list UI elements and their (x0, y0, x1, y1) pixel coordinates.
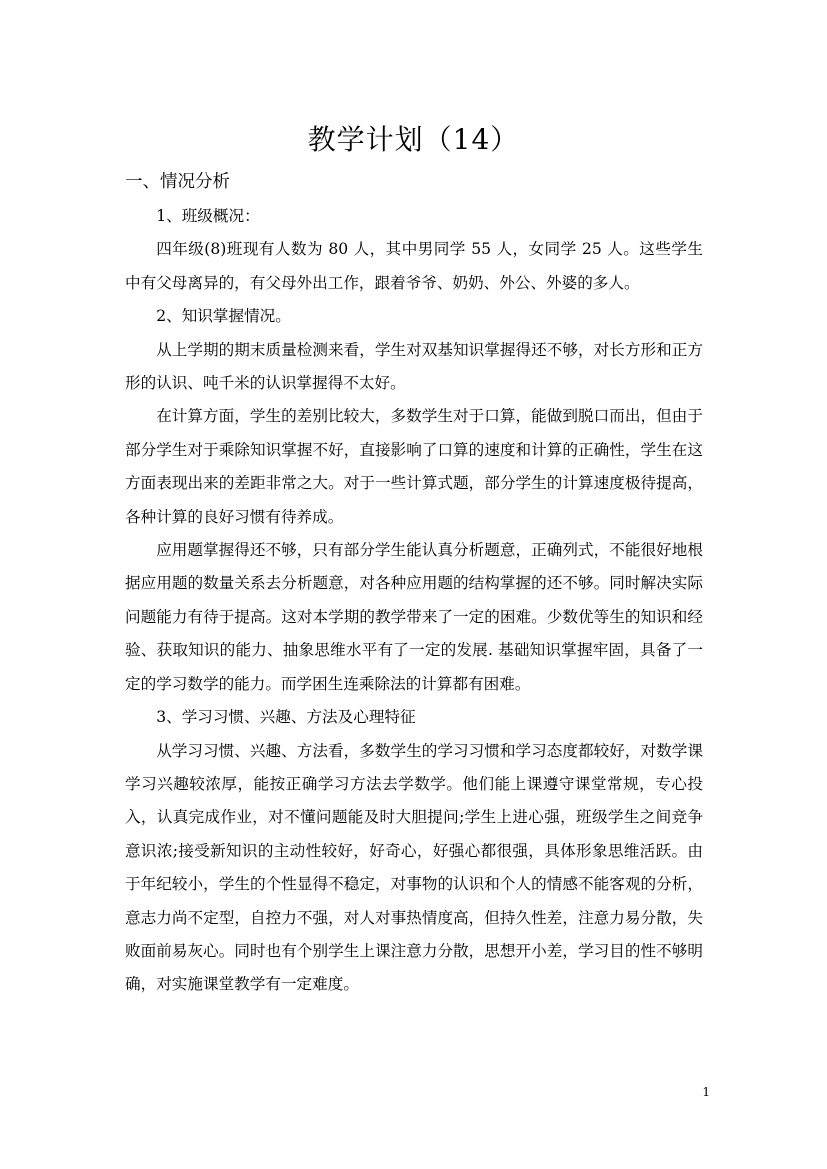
subheading-habits: 3、学习习惯、兴趣、方法及心理特征 (156, 708, 416, 727)
paragraph-knowledge-2: 在计算方面，学生的差别比较大，多数学生对于口算，能做到脱口而出，但由于部分学生对于乘除知识掌握不好，直接影响了口算的速度和计算的正确性，学生在这方面表现出来的差距非常之大。对于一些计算式题，部分学生的计算速度极待提高，各种计算的良好习惯有待养成。 (125, 407, 703, 526)
paragraph-habits: 从学习习惯、兴趣、方法看，多数学生的学习习惯和学习态度都较好，对数学课学习兴趣较浓厚，能按正确学习方法去学数学。他们能上课遵守课堂常规，专心投入，认真完成作业，对不懂问题能及时大胆提问;学生上进心强，班级学生之间竞争意识浓;接受新知识的主动性较好，好奇心，好强心都很强，具体形象思维活跃。由于年纪较小，学生的个性显得不稳定，对事物的认识和个人的情感不能客观的分析，意志力尚不定型，自控力不强，对人对事热情度高，但持久性差，注意力易分散，失败面前易灰心。同时也有个别学生上课注意力分散，思想开小差，学习目的性不够明确，对实施课堂教学有一定难度。 (125, 741, 703, 994)
paragraph-knowledge-3: 应用题掌握得还不够，只有部分学生能认真分析题意，正确列式，不能很好地根据应用题的数量关系去分析题意，对各种应用题的结构掌握的还不够。同时解决实际问题能力有待于提高。这对本学期的教学带来了一定的困难。少数优等生的知识和经验、获取知识的能力、抽象思维水平有了一定的发展. 基础知识掌握牢固，具备了一定的学习数学的能力。而学困生连乘除法的计算都有困难。 (125, 541, 703, 693)
paragraph-knowledge-1: 从上学期的期末质量检测来看，学生对双基知识掌握得还不够，对长方形和正方形的认识、吨千米的认识掌握得不太好。 (125, 340, 703, 393)
document-title: 教学计划（14） (307, 123, 520, 156)
section-heading: 一、情况分析 (125, 172, 230, 192)
document-body (125, 164, 703, 1002)
subheading-class-overview: 1、班级概况： (156, 207, 260, 225)
page-number: 1 (702, 1085, 710, 1099)
paragraph-class-overview: 四年级(8)班现有人数为 80 人，其中男同学 55 人，女同学 25 人。这些学生中有父母离异的，有父母外出工作，跟着爷爷、奶奶、外公、外婆的多人。 (125, 240, 703, 292)
subheading-knowledge: 2、知识掌握情况。 (156, 307, 291, 326)
